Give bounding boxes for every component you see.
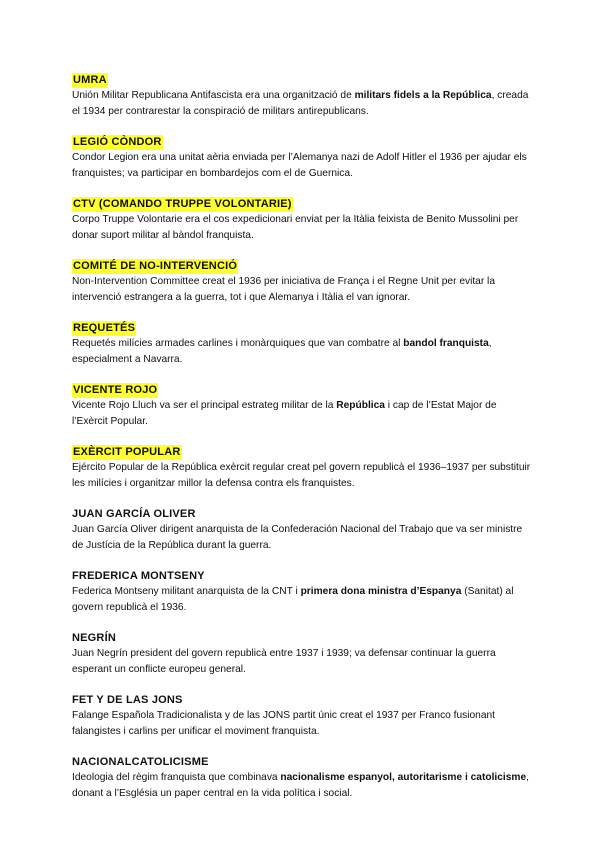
definition-text: Juan Negrín president del govern republicà entre 1937 i 1939; va defensar continuar la guerra esperant un conflicte europeu general. — [72, 648, 496, 675]
definition-text: (Sanitat) al govern republicà el 1936. — [72, 586, 514, 613]
glossary-entry — [72, 628, 532, 677]
glossary-entry — [72, 256, 532, 305]
entry-definition — [72, 336, 532, 367]
entry-definition — [72, 460, 532, 491]
definition-text: Falange Española Tradicionalista y de las JONS partit únic creat el 1937 per Franco fusionant falangistes i carlins per unificar el moviment franquista. — [72, 710, 496, 737]
entry-definition — [72, 150, 532, 181]
glossary-entry — [72, 752, 532, 801]
definition-text: Ejército Popular de la República exèrcit regular creat pel govern republicà el 1936–1937 per substituir les milícies i organitzar millor la defensa contra els franquistes. — [72, 462, 531, 489]
definition-bold-text: militars fidels a la República — [354, 90, 492, 101]
definition-bold-text: bandol franquista — [403, 338, 489, 349]
entry-term: COMITÉ DE NO-INTERVENCIÓ — [73, 260, 238, 272]
definition-text: Federica Montseny militant anarquista de la CNT i — [72, 586, 301, 597]
definition-text: Condor Legion era una unitat aèria enviada per l’Alemanya nazi de Adolf Hitler el 1936 per ajudar els franquistes; va participar en bombardejos com el de Guernica. — [72, 152, 527, 179]
definition-bold-text: primera dona ministra d’Espanya — [300, 586, 462, 597]
entry-term: REQUETÉS — [73, 322, 136, 334]
glossary-entry — [72, 380, 532, 429]
definition-text: , donant a l’Església un paper central en la vida política i social. — [72, 772, 529, 799]
glossary-entry — [72, 690, 532, 739]
entry-definition — [72, 88, 532, 119]
glossary-entry — [72, 442, 532, 491]
definition-text: Unión Militar Republicana Antifascista era una organització de — [72, 90, 355, 101]
glossary-entry — [72, 70, 532, 119]
entry-term: EXÈRCIT POPULAR — [73, 446, 181, 458]
glossary-entry — [72, 194, 532, 243]
definition-text: Non-Intervention Committee creat el 1936 per iniciativa de França i el Regne Unit per evitar la intervenció estrangera a la guerra, tot i que Alemanya i Itàlia el van ignorar. — [72, 276, 495, 303]
definition-text: i cap de l’Estat Major de l’Exèrcit Popular. — [72, 400, 497, 427]
glossary-entry — [72, 504, 532, 553]
entry-term: NEGRÍN — [72, 632, 116, 644]
definition-text: Corpo Truppe Volontarie era el cos expedicionari enviat per la Itàlia feixista de Benito Mussolini per donar suport militar al bàndol franquista. — [72, 214, 519, 241]
definition-text: Requetés milícies armades carlines i monàrquiques que van combatre al — [72, 338, 404, 349]
entry-term: LEGIÓ CÒNDOR — [73, 136, 162, 148]
definition-text: , creada el 1934 per contrarestar la conspiració de militars antirepublicans. — [72, 90, 529, 117]
entry-term: VICENTE ROJO — [73, 384, 158, 396]
glossary-entry — [72, 132, 532, 181]
definition-text: , especialment a Navarra. — [72, 338, 492, 365]
entry-term: NACIONALCATOLICISME — [72, 756, 209, 768]
entry-definition — [72, 522, 532, 553]
entry-definition — [72, 274, 532, 305]
definition-bold-text: nacionalisme espanyol, autoritarisme i catolicisme — [280, 772, 527, 783]
definition-bold-text: República — [336, 400, 385, 411]
definition-text: Juan García Oliver dirigent anarquista de la Confederación Nacional del Trabajo que va ser ministre de Justícia de la República durant la guerra. — [72, 524, 523, 551]
entry-term: UMRA — [73, 74, 107, 86]
definition-text: Ideologia del règim franquista que combinava — [72, 772, 281, 783]
entry-definition — [72, 212, 532, 243]
entry-definition — [72, 584, 532, 615]
definition-text: Vicente Rojo Lluch va ser el principal estrateg militar de la — [72, 400, 337, 411]
entry-definition — [72, 646, 532, 677]
entry-definition — [72, 398, 532, 429]
entry-definition — [72, 708, 532, 739]
glossary-entry — [72, 318, 532, 367]
entry-term: CTV (COMANDO TRUPPE VOLONTARIE) — [73, 198, 292, 210]
entry-term: FREDERICA MONTSENY — [72, 570, 205, 582]
entry-term: JUAN GARCÍA OLIVER — [72, 508, 196, 520]
document-page — [72, 70, 532, 814]
entry-definition — [72, 770, 532, 801]
glossary-entry — [72, 566, 532, 615]
entry-term: FET Y DE LAS JONS — [72, 694, 183, 706]
